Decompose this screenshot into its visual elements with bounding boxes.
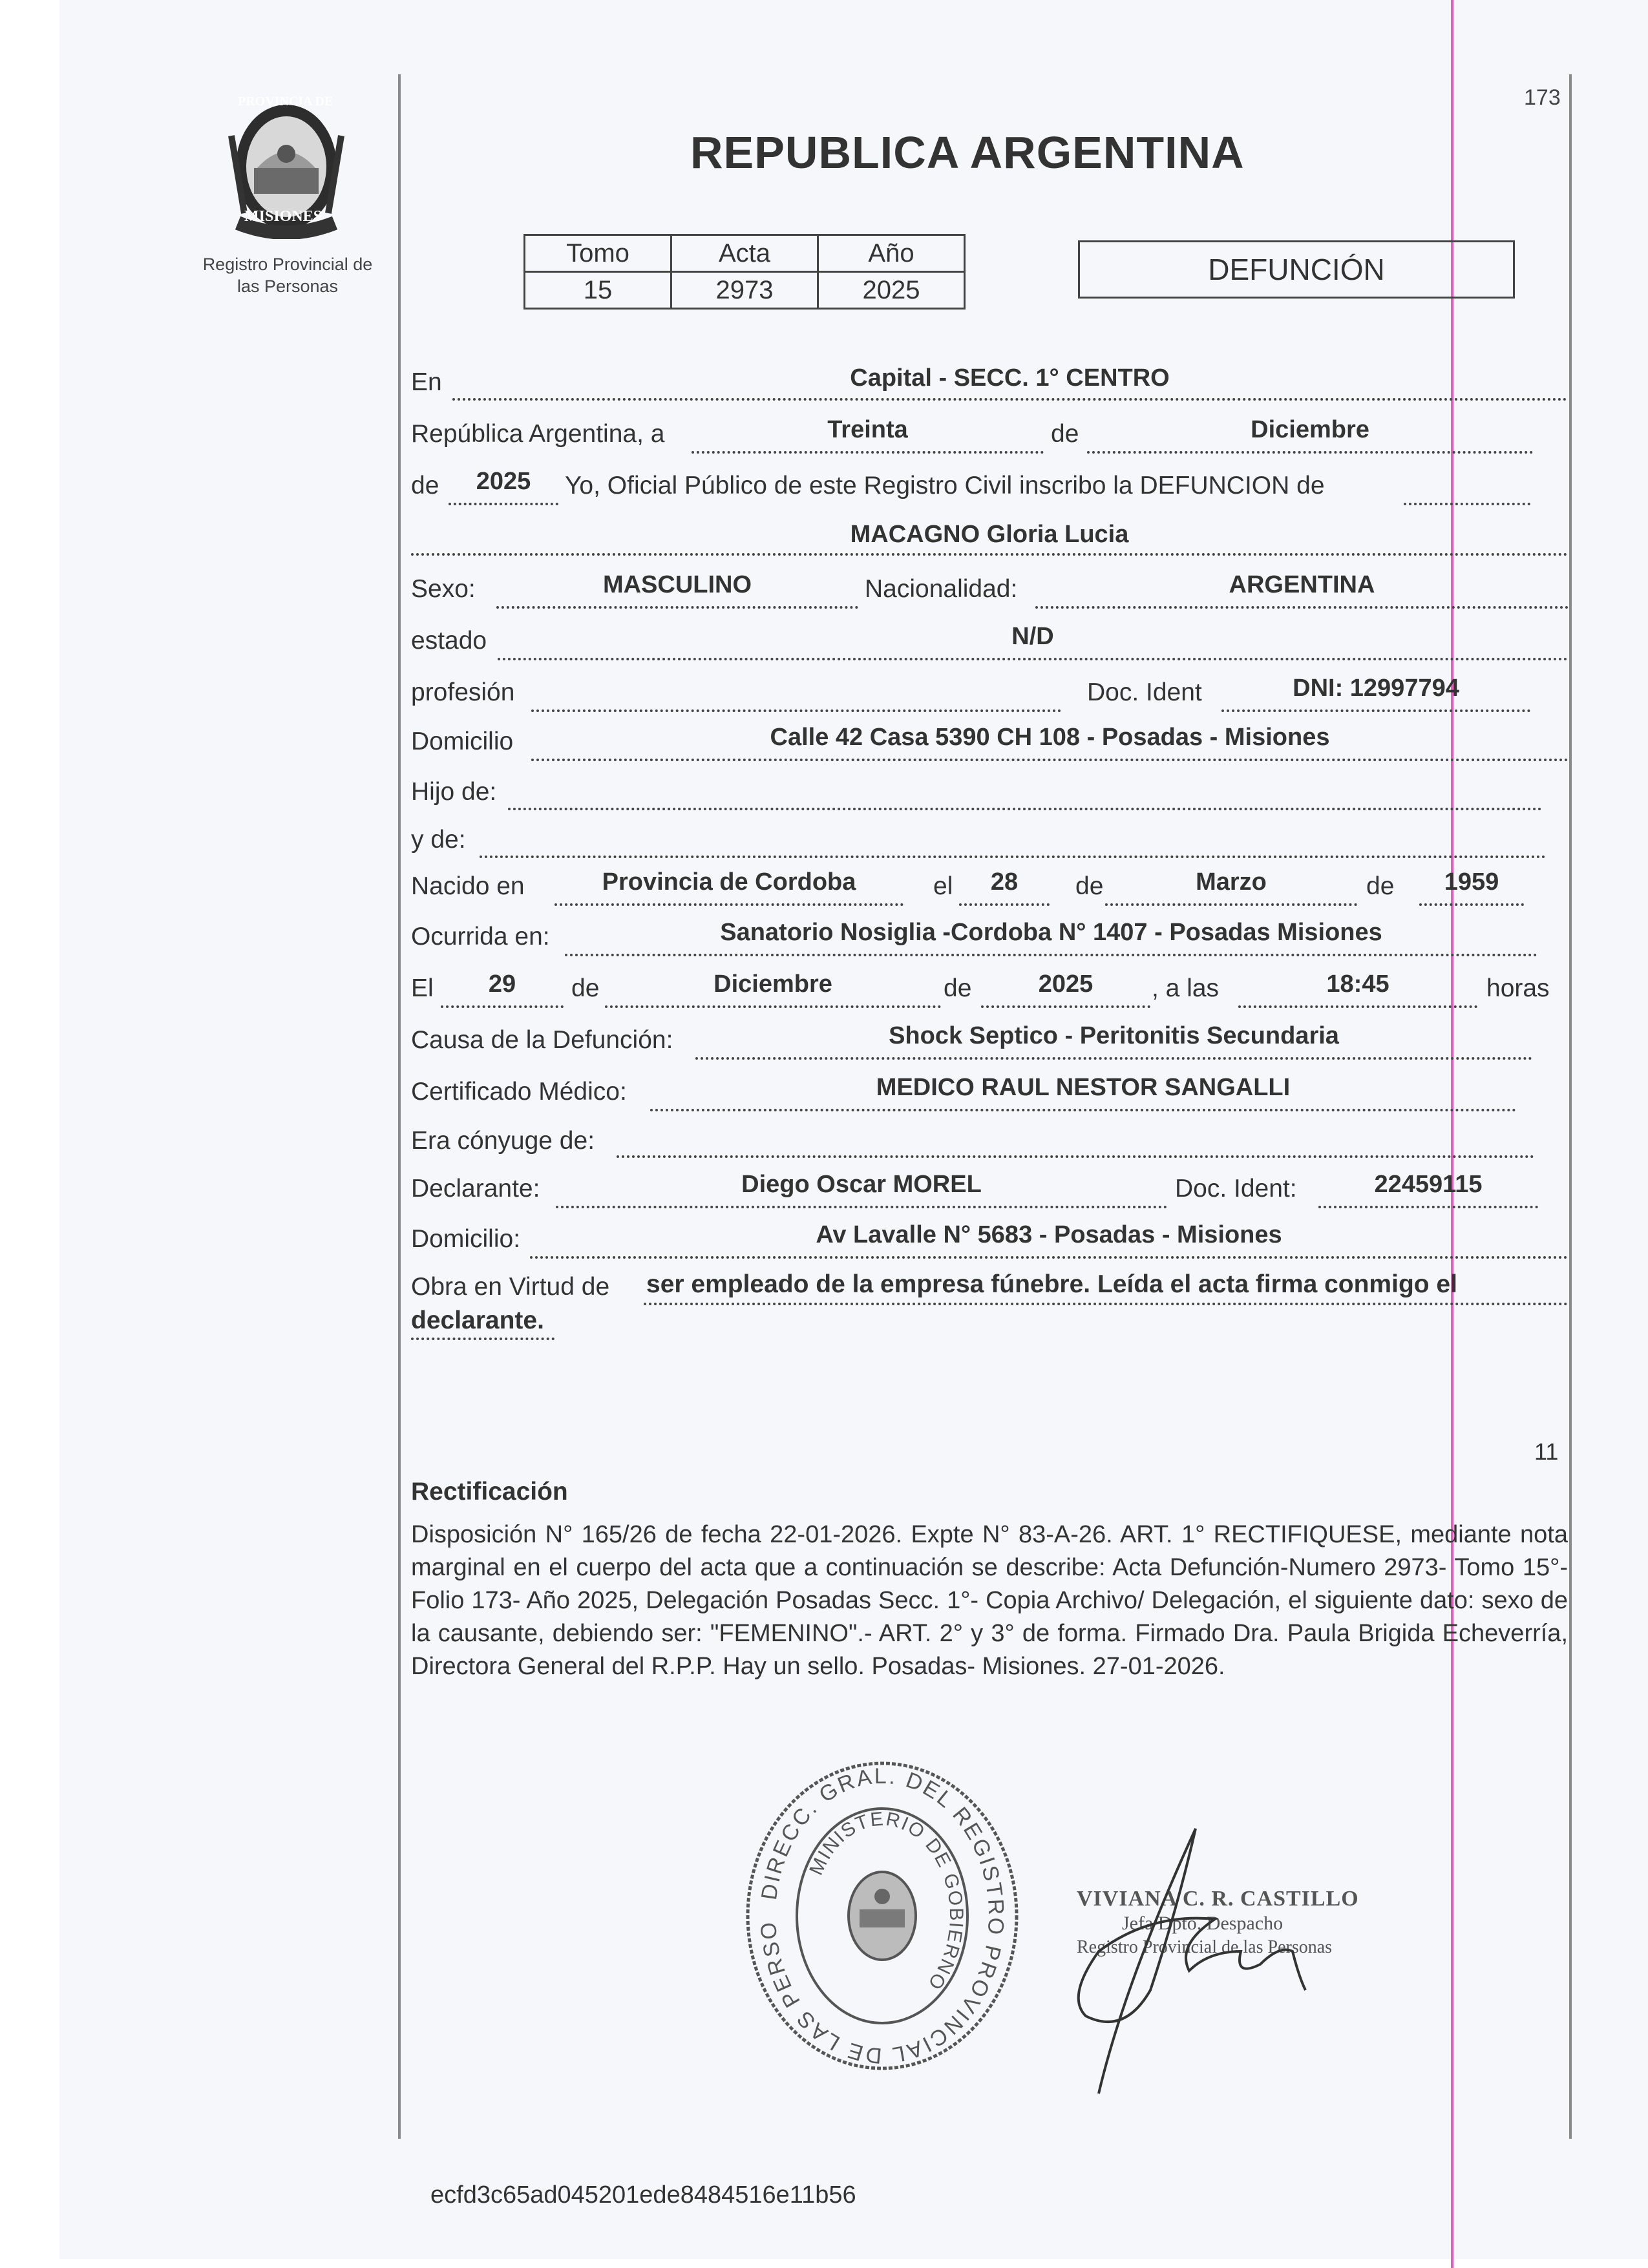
birth-day: 28 xyxy=(990,868,1019,896)
doc-dotted-line xyxy=(1221,709,1530,712)
obra-value-line2: declarante. xyxy=(411,1307,544,1334)
nacionalidad-dotted-line xyxy=(1035,606,1569,609)
deceased-name: MACAGNO Gloria Lucia xyxy=(850,521,1129,548)
domicilio-dotted-line xyxy=(531,759,1569,761)
day-dotted-line xyxy=(692,451,1044,454)
record-type-box: DEFUNCIÓN xyxy=(1078,240,1515,299)
doc2-label: Doc. Ident: xyxy=(1175,1175,1297,1202)
month-value: Diciembre xyxy=(1251,416,1369,443)
hijo-dotted-line xyxy=(508,808,1542,810)
birth-day-dotted-line xyxy=(959,903,1050,906)
domicilio2-label: Domicilio: xyxy=(411,1225,521,1253)
signer-name: VIVIANA C. R. CASTILLO xyxy=(1077,1887,1359,1911)
doc-label: Doc. Ident xyxy=(1087,678,1202,706)
death-month-dotted-line xyxy=(605,1005,941,1008)
causa-label: Causa de la Defunción: xyxy=(411,1026,673,1054)
hijo-label: Hijo de: xyxy=(411,778,497,806)
day-value: Treinta xyxy=(827,416,908,443)
en-label: En xyxy=(411,368,442,396)
birth-month-dotted-line xyxy=(1105,903,1357,906)
signer-role: Jefa Dpto. Despacho xyxy=(1122,1913,1284,1934)
nacido-dotted-line xyxy=(555,903,903,906)
rectificacion-title: Rectificación xyxy=(411,1478,568,1506)
death-day: 29 xyxy=(488,971,516,998)
office-caption xyxy=(194,253,381,297)
certificado-dotted-line xyxy=(650,1109,1516,1111)
en-value: Capital - SECC. 1° CENTRO xyxy=(850,364,1170,392)
domicilio-value: Calle 42 Casa 5390 CH 108 - Posadas - Misiones xyxy=(770,724,1330,751)
conyuge-dotted-line xyxy=(617,1155,1534,1158)
profesion-dotted-line xyxy=(531,709,1061,712)
record-value-tomo: 15 xyxy=(525,272,671,309)
profesion-label: profesión xyxy=(411,678,515,706)
record-header-anio: Año xyxy=(818,235,965,272)
doc-value: DNI: 12997794 xyxy=(1293,675,1459,702)
de-b1-label: de xyxy=(1075,872,1104,900)
yde-label: y de: xyxy=(411,826,466,854)
death-time-dotted-line xyxy=(1238,1005,1477,1008)
el2-label: El xyxy=(411,974,434,1002)
record-table xyxy=(523,234,966,310)
month-dotted-line xyxy=(1087,451,1533,454)
rectificacion-text: Disposición N° 165/26 de fecha 22-01-2026. Expte N° 83-A-26. ART. 1° RECTIFIQUESE, mediante nota marginal en el cuerpo del acta que a continuación se describe: Acta Defunción-Numero 2973- Tomo 15°- Folio 173- Año 2025, Delegación Posadas Secc. 1°- Copia Archivo/ Delegación, el siguiente dato: sexo de la causante, debiendo ser: "FEMENINO".- ART. 2° y 3° de forma. Firmado Dra. Paula Brigida Echeverría, Directora General del R.P.P. Hay un sello. Posadas- Misiones. 27-01-2026. xyxy=(411,1521,1568,1680)
de-b2-label: de xyxy=(1366,872,1395,900)
de2-label: de xyxy=(411,472,439,499)
ocurrida-value: Sanatorio Nosiglia -Cordoba N° 1407 - Posadas Misiones xyxy=(720,919,1382,946)
nacido-label: Nacido en xyxy=(411,872,525,900)
declarante-value: Diego Oscar MOREL xyxy=(741,1171,982,1198)
record-value-anio: 2025 xyxy=(818,272,965,309)
signer-office: Registro Provincial de las Personas xyxy=(1077,1937,1333,1957)
de-d2-label: de xyxy=(944,974,972,1002)
margin-number: 11 xyxy=(1534,1438,1559,1465)
record-header-acta: Acta xyxy=(671,235,818,272)
domicilio2-dotted-line xyxy=(530,1256,1568,1259)
sexo-label: Sexo: xyxy=(411,575,476,603)
death-day-dotted-line xyxy=(441,1005,564,1008)
nacido-value: Provincia de Cordoba xyxy=(602,868,856,896)
record-header-tomo: Tomo xyxy=(525,235,671,272)
obra-dotted-line2 xyxy=(411,1338,555,1340)
estado-dotted-line xyxy=(498,658,1568,660)
doc2-dotted-line xyxy=(1318,1206,1538,1208)
seal-text-top: PROVINCIA DE xyxy=(238,94,333,109)
death-year: 2025 xyxy=(1038,971,1093,998)
sexo-dotted-line xyxy=(496,606,858,609)
certificado-value: MEDICO RAUL NESTOR SANGALLI xyxy=(876,1074,1291,1101)
conyuge-label: Era cónyuge de: xyxy=(411,1127,595,1155)
birth-year: 1959 xyxy=(1444,868,1499,896)
office-caption-line2: las Personas xyxy=(237,277,339,296)
certificado-label: Certificado Médico: xyxy=(411,1078,627,1106)
birth-year-dotted-line xyxy=(1419,903,1524,906)
stamp-outer-text: DIRECC. GRAL. DEL REGISTRO PROVINCIAL DE LAS PERSO xyxy=(755,1763,1009,2068)
document-hash: ecfd3c65ad045201ede8484516e11b56 xyxy=(430,2181,856,2209)
oficial-text: Yo, Oficial Público de este Registro Civil inscribo la DEFUNCION de xyxy=(565,472,1325,499)
right-margin-rule xyxy=(1569,74,1572,2139)
registry-stamp xyxy=(737,1758,1028,2074)
causa-value: Shock Septico - Peritonitis Secundaria xyxy=(889,1022,1339,1049)
alas-label: , a las xyxy=(1152,974,1220,1002)
oficial-dotted-line xyxy=(1404,503,1530,505)
seal-text-bottom: MISIONES xyxy=(244,208,322,225)
death-year-dotted-line xyxy=(981,1005,1150,1008)
domicilio2-value: Av Lavalle N° 5683 - Posadas - Misiones xyxy=(816,1221,1282,1248)
country-title: REPUBLICA ARGENTINA xyxy=(690,127,1245,178)
horas-label: horas xyxy=(1486,974,1550,1002)
birth-month: Marzo xyxy=(1196,868,1267,896)
ocurrida-label: Ocurrida en: xyxy=(411,923,550,950)
margin-marker-line xyxy=(1451,0,1453,2268)
republica-label: República Argentina, a xyxy=(411,420,665,448)
left-margin-rule xyxy=(398,74,401,2139)
declarante-dotted-line xyxy=(556,1206,1167,1208)
declarante-label: Declarante: xyxy=(411,1175,540,1202)
de-label: de xyxy=(1051,420,1079,448)
causa-dotted-line xyxy=(695,1057,1532,1060)
office-caption-line1: Registro Provincial de xyxy=(202,255,373,274)
name-dotted-line xyxy=(411,553,1568,556)
death-month: Diciembre xyxy=(713,971,832,998)
obra-dotted-line1 xyxy=(644,1303,1568,1305)
death-time: 18:45 xyxy=(1326,971,1389,998)
ocurrida-dotted-line xyxy=(565,954,1537,956)
year-dotted-line xyxy=(449,503,558,505)
de-d1-label: de xyxy=(571,974,600,1002)
handwritten-signature xyxy=(1047,1822,1370,2106)
nacionalidad-value: ARGENTINA xyxy=(1229,571,1375,598)
estado-label: estado xyxy=(411,627,487,655)
year-value: 2025 xyxy=(476,468,531,495)
en-dotted-line xyxy=(452,398,1567,401)
stamp-inner-text: MINISTERIO DE GOBIERNO xyxy=(805,1808,967,1995)
nacionalidad-label: Nacionalidad: xyxy=(865,575,1018,603)
domicilio-label: Domicilio xyxy=(411,728,514,755)
yde-dotted-line xyxy=(480,856,1546,858)
estado-value: N/D xyxy=(1011,623,1054,650)
obra-value-line1: ser empleado de la empresa fúnebre. Leída el acta firma conmigo el xyxy=(646,1270,1457,1298)
sexo-value: MASCULINO xyxy=(602,571,752,598)
page-number: 173 xyxy=(1524,85,1561,110)
record-value-acta: 2973 xyxy=(671,272,818,309)
doc2-value: 22459115 xyxy=(1374,1171,1483,1198)
el-label: el xyxy=(933,872,953,900)
obra-label: Obra en Virtud de xyxy=(411,1273,610,1301)
